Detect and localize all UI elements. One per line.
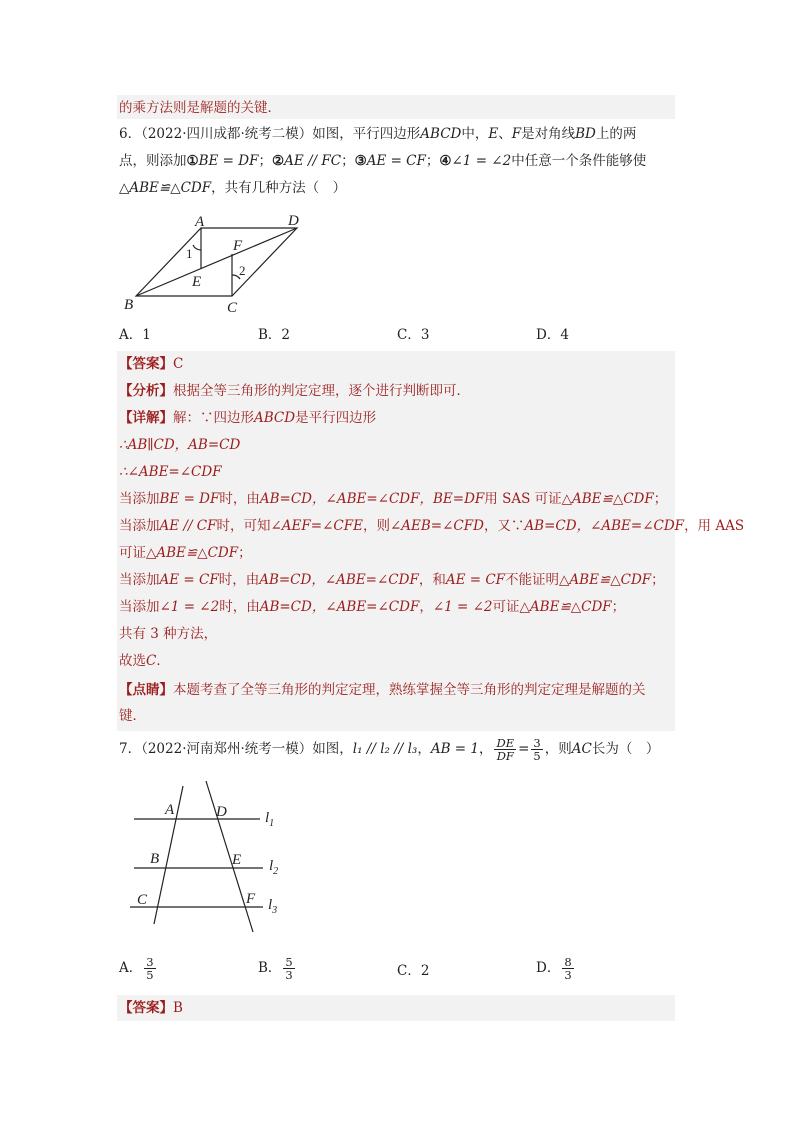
q6-stem-line3: △ABE≌△CDF，共有几种方法（ ） <box>119 180 347 196</box>
q6-label-C: C <box>227 300 238 316</box>
q6-option-d: D．4 <box>536 327 569 343</box>
q7-answer: 【答案】B <box>119 1000 183 1016</box>
q6-label-F: F <box>233 238 243 254</box>
q6-analysis: 【分析】根据全等三角形的判定定理，逐个进行判断即可． <box>119 383 470 399</box>
q6-comment-1: 【点睛】本题考查了全等三角形的判定定理，熟练掌握全等三角形的判定定理是解题的关 <box>119 682 646 698</box>
q6-stem-line1: 6．（2022·四川成都·统考二模）如图，平行四边形ABCD中，E、F是对角线BD上的两 <box>119 126 637 142</box>
q7-label-E: E <box>232 852 242 868</box>
q7-label-B: B <box>150 851 160 867</box>
q6-parallelogram-figure <box>115 205 315 320</box>
q6-step-2: ∴∠ABE=∠CDF <box>119 464 222 480</box>
q6-option-b: B．2 <box>258 327 291 343</box>
q7-option-d: D． $\frac{8}{3}$ <box>536 955 572 982</box>
q6-step-6: 当添加AE = CF时，由AB=CD，∠ABE=∠CDF，和AE = CF不能证明△ABE≌△CDF； <box>119 572 665 588</box>
q7-label-l3: $l_3$ <box>268 897 278 916</box>
q7-ratio-value: $\frac{3}{5}$ <box>533 736 541 763</box>
q7-option-c: C．2 <box>397 963 430 979</box>
q6-answer: 【答案】C <box>119 356 184 372</box>
q6-step-8: 共有 3 种方法， <box>119 626 218 642</box>
q6-step-4: 当添加AE // CF时，可知∠AEF=∠CFE，则∠AEB=∠CFD，又∵AB=CD，∠ABE=∠CDF，用 AAS <box>119 518 745 534</box>
q6-label-A: A <box>195 214 205 230</box>
q6-detail: 【详解】解：∵四边形ABCD是平行四边形 <box>119 410 377 426</box>
q7-label-l2: $l_2$ <box>269 858 279 877</box>
q6-angle-2: 2 <box>239 263 246 278</box>
q7-parallel-lines-figure <box>120 778 300 938</box>
q6-step-1: ∴AB∥CD，AB=CD <box>119 437 241 453</box>
q6-step-5: 可证△ABE≌△CDF； <box>119 545 252 561</box>
q6-step-9: 故选C． <box>119 653 170 669</box>
previous-solution-tail: 的乘方法则是解题的关键． <box>119 100 281 116</box>
q6-step-7: 当添加∠1 = ∠2时，由AB=CD，∠ABE=∠CDF，∠1 = ∠2可证△ABE≌△CDF； <box>119 599 626 615</box>
q7-ratio-fraction: $\frac{DE}{DF}$ <box>496 736 515 763</box>
q7-label-l1: $l_1$ <box>265 810 275 829</box>
q6-label-D: D <box>288 213 299 229</box>
q7-label-A: A <box>165 802 175 818</box>
q6-option-a: A．1 <box>119 327 151 343</box>
q7-stem: 7．（2022·河南郑州·统考一模）如图，l₁ // l₂ // l₃，AB = 1， $\frac{DE}{DF}$ = $\frac{3}{5}$ ，则AC长为（ ） <box>119 736 660 763</box>
q6-angle-1: 1 <box>186 246 193 261</box>
q6-comment-2: 键． <box>119 708 146 724</box>
q7-option-a: A． $\frac{3}{5}$ <box>119 955 154 982</box>
q7-label-F: F <box>246 891 256 907</box>
q7-option-b: B． $\frac{5}{3}$ <box>258 955 293 982</box>
q6-step-3: 当添加BE = DF时，由AB=CD，∠ABE=∠CDF，BE=DF用 SAS 可证△ABE≌△CDF； <box>119 491 668 507</box>
q6-stem-line2: 点，则添加①BE = DF；②AE // FC；③AE = CF；④∠1 = ∠2中任意一个条件能够使 <box>119 153 647 169</box>
q6-option-c: C．3 <box>397 327 430 343</box>
highlight-band <box>117 995 675 1021</box>
q7-label-C: C <box>137 892 148 908</box>
q6-label-B: B <box>124 297 134 313</box>
q6-label-E: E <box>192 274 202 290</box>
highlight-band <box>117 351 675 731</box>
q7-label-D: D <box>216 804 227 820</box>
